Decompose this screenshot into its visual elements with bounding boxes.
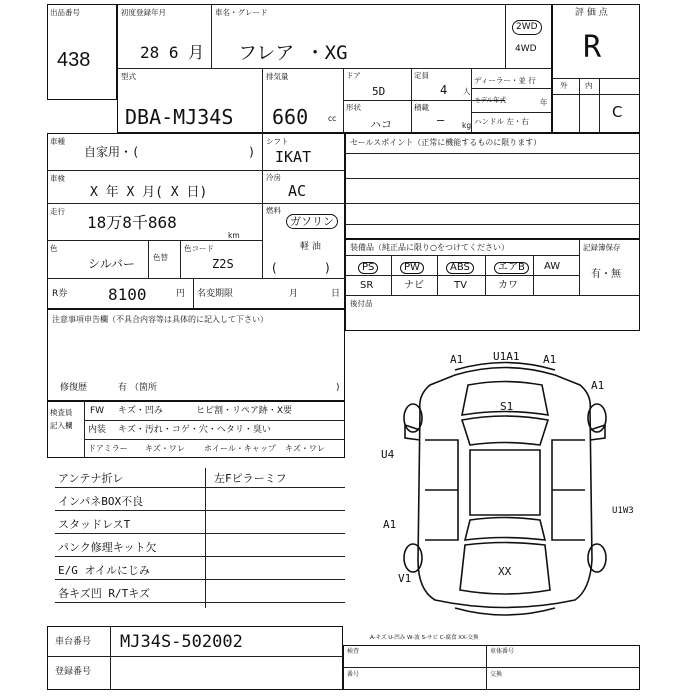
name-expiry-label: 名変期限 bbox=[197, 289, 234, 299]
equip-tv: TV bbox=[454, 280, 467, 291]
load-value: — bbox=[437, 113, 445, 127]
first-reg-label: 初度登録年月 bbox=[121, 8, 166, 17]
recycle-unit: 円 bbox=[176, 289, 186, 299]
usage-value: 自家用・( bbox=[84, 145, 140, 159]
chassis-label: 車台番号 bbox=[55, 637, 92, 647]
grade-label: 評 価 点 bbox=[575, 8, 608, 18]
name-expiry-day: 日 bbox=[331, 289, 341, 299]
chassis-value: MJ34S-502002 bbox=[120, 632, 243, 652]
usage-close: ) bbox=[248, 145, 256, 159]
remark-5: E/G オイルにじみ bbox=[58, 564, 150, 577]
mark-left-bottom: V1 bbox=[398, 572, 412, 585]
model-grade: フレア ・XG bbox=[238, 42, 348, 64]
shape-value: ハコ bbox=[370, 118, 392, 131]
dealer-label: ディーラー・並 行 bbox=[474, 76, 536, 85]
shift-value: IKAT bbox=[275, 148, 312, 166]
door-value: 5D bbox=[372, 85, 386, 98]
recycle-value: 8100 bbox=[108, 285, 147, 304]
record-value: 有・無 bbox=[591, 269, 621, 280]
name-expiry-month: 月 bbox=[289, 289, 299, 299]
exterior-label: 外 bbox=[560, 81, 568, 90]
footer-label3: 検査 bbox=[347, 648, 360, 655]
recycle-label: R券 bbox=[52, 289, 68, 299]
inspection-label: 車検 bbox=[50, 174, 65, 183]
mileage-label: 走行 bbox=[50, 207, 65, 216]
handle-label: ハンドル 左・右 bbox=[474, 117, 529, 126]
equip-airbag: エアB bbox=[494, 262, 529, 274]
reg-label: 登録番号 bbox=[55, 667, 92, 677]
mark-rear: XX bbox=[498, 565, 512, 578]
remark-6: 各キズ凹 R/Tキズ bbox=[58, 587, 151, 600]
usage-label: 車種 bbox=[50, 137, 65, 146]
insp-mirror: ドアミラー bbox=[88, 444, 128, 453]
equip-aw: AW bbox=[544, 261, 561, 272]
fuel-value: ガソリン bbox=[286, 214, 338, 229]
equip-leather: カワ bbox=[498, 280, 518, 291]
color-change-label: 色替 bbox=[153, 253, 168, 262]
equip-sr: SR bbox=[360, 280, 374, 291]
load-unit: kg bbox=[462, 121, 472, 130]
mark-right-rear: U1W3 bbox=[612, 506, 634, 516]
color-label: 色 bbox=[50, 244, 58, 253]
repair-label: 修復歴 bbox=[60, 383, 88, 393]
equip-abs: ABS bbox=[446, 262, 474, 274]
color-value: シルバー bbox=[88, 257, 135, 271]
load-label: 積載 bbox=[414, 103, 429, 112]
inspector-label: 検査員 bbox=[50, 408, 73, 417]
type-label: 型式 bbox=[121, 72, 136, 81]
insp-interior-dmg: キズ・汚れ・コゲ・穴・ヘタリ・臭い bbox=[118, 425, 271, 435]
remark-right-1: 左Fピラーミフ bbox=[214, 472, 287, 485]
seats-value: 4 bbox=[440, 83, 448, 97]
color-code-label: 色コード bbox=[184, 244, 214, 253]
mark-left-door: U4 bbox=[381, 448, 395, 461]
grade: R bbox=[583, 30, 602, 65]
ac-label: 冷房 bbox=[266, 173, 281, 182]
insp-mirror-dmg: キズ・ワレ bbox=[145, 444, 185, 453]
mark-roof: S1 bbox=[500, 400, 514, 413]
remark-2: インパネBOX不良 bbox=[58, 495, 144, 508]
inspector-label2: 記入欄 bbox=[50, 421, 73, 430]
fuel-paren-open: ( bbox=[272, 261, 277, 275]
mark-left-rear: A1 bbox=[383, 518, 397, 531]
drive-2wd: 2WD bbox=[512, 20, 542, 35]
equip-pw: PW bbox=[400, 262, 424, 274]
legend2: 交換 bbox=[490, 671, 503, 678]
record-label: 記録簿保存 bbox=[583, 243, 621, 252]
fuel-paren-close: ) bbox=[325, 261, 330, 275]
insp-interior: 内装 bbox=[88, 425, 107, 435]
repair-close: ) bbox=[336, 383, 340, 393]
notes-label: 注意事項申告欄（不具合内容等は具体的に記入して下さい） bbox=[52, 315, 268, 324]
lot-no: 438 bbox=[57, 49, 91, 71]
interior-label: 内 bbox=[585, 81, 593, 90]
color-code-value: Z2S bbox=[212, 257, 234, 271]
fuel-gas: 軽 油 bbox=[300, 242, 321, 252]
model-year-unit: 年 bbox=[540, 98, 548, 107]
fuel-label: 燃料 bbox=[266, 206, 281, 215]
footer-label4: 番号 bbox=[347, 671, 360, 678]
mark-right-fender: A1 bbox=[591, 379, 605, 392]
shape-label: 形状 bbox=[346, 103, 361, 112]
type-value: DBA-MJ34S bbox=[125, 105, 234, 129]
inspection-value: X 年 X 月( X 日) bbox=[90, 185, 208, 200]
model-year-label: モデル年式 bbox=[474, 96, 507, 104]
mark-front-left: A1 bbox=[450, 353, 464, 366]
remark-1: アンテナ折レ bbox=[58, 472, 124, 485]
displacement-value: 660 bbox=[272, 105, 309, 129]
displacement-label: 排気量 bbox=[266, 72, 289, 81]
vin-label: 車体番号 bbox=[490, 648, 515, 655]
door-label: ドア bbox=[346, 71, 361, 80]
displacement-unit: cc bbox=[328, 114, 337, 123]
insp-wheel-dmg: キズ・ワレ bbox=[285, 444, 325, 453]
lot-no-label: 出品番号 bbox=[50, 8, 80, 17]
first-reg: 28 6 月 bbox=[140, 43, 205, 62]
insp-fw-crack: ヒビ割・リペア跡・X要 bbox=[196, 406, 292, 416]
drive-4wd: 4WD bbox=[515, 44, 537, 54]
mark-front-right: A1 bbox=[543, 353, 557, 366]
after-label: 後付品 bbox=[350, 299, 373, 308]
equip-navi: ナビ bbox=[404, 280, 424, 291]
repair-value: 有 （箇所 bbox=[118, 383, 157, 393]
remark-3: スタッドレスT bbox=[58, 518, 131, 531]
ac-value: AC bbox=[288, 182, 307, 200]
insp-fw-dmg: キズ・凹み bbox=[118, 406, 163, 416]
equip-ps: PS bbox=[358, 262, 378, 274]
shift-label: シフト bbox=[266, 137, 289, 146]
equipment-label: 装備品（純正品に限り○をつけてください） bbox=[350, 243, 509, 252]
mileage-unit: km bbox=[228, 231, 240, 240]
remark-4: パンク修理キット欠 bbox=[58, 541, 157, 554]
insp-wheel: ホイール・キャップ bbox=[204, 444, 276, 453]
interior-grade: C bbox=[612, 103, 623, 121]
legend: A-キズ U-凹み W-波 S-サビ C-腐食 XX-交換 bbox=[370, 635, 479, 641]
sales-point-label: セールスポイント（正常に機能するものに限ります） bbox=[350, 138, 542, 147]
mark-front-center: U1A1 bbox=[493, 350, 520, 363]
mileage-value: 18万8千868 bbox=[87, 213, 177, 232]
model-grade-label: 車名・グレード bbox=[215, 8, 268, 17]
seats-unit: 人 bbox=[463, 87, 471, 96]
insp-fw: FW bbox=[90, 406, 105, 416]
seats-label: 定員 bbox=[414, 71, 429, 80]
